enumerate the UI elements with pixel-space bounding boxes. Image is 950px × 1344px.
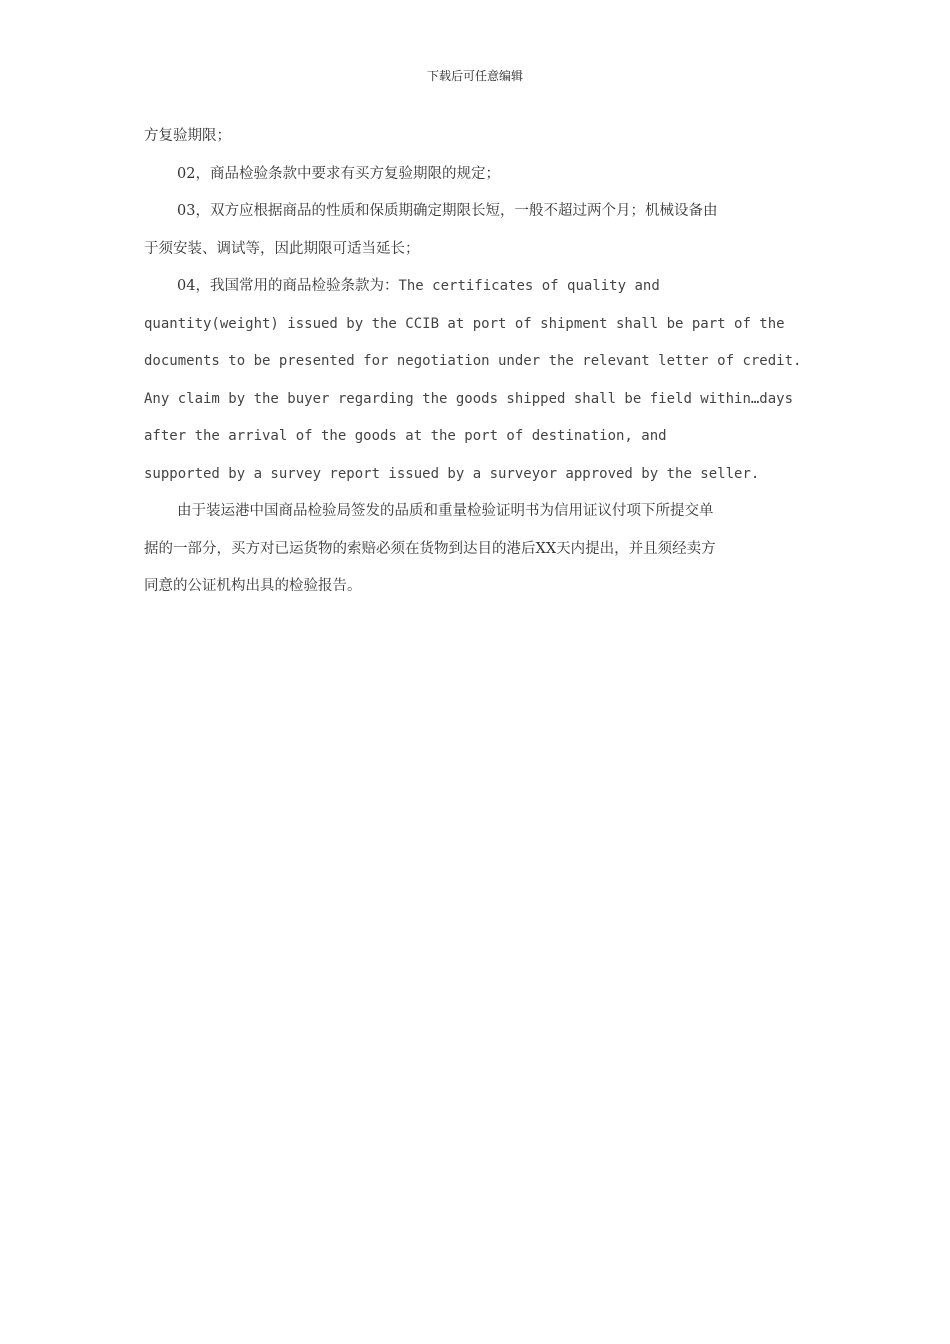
paragraph-line: supported by a survey report issued by a surveyor approved by the seller. bbox=[144, 465, 760, 482]
paragraph-line bbox=[144, 268, 806, 306]
clause-intro: 04，我国常用的商品检验条款为： bbox=[177, 278, 399, 294]
paragraph-line: 02，商品检验条款中要求有买方复验期限的规定； bbox=[177, 165, 500, 182]
paragraph-line: 03，双方应根据商品的性质和保质期确定期限长短，一般不超过两个月；机械设备由 bbox=[177, 203, 718, 219]
paragraph-line: 由于装运港中国商品检验局签发的品质和重量检验证明书为信用证议付项下所提交单 bbox=[177, 503, 714, 519]
paragraph-line: 同意的公证机构出具的检验报告。 bbox=[144, 578, 362, 594]
paragraph-line: 于须安装、调试等，因此期限可适当延长； bbox=[144, 240, 420, 257]
paragraph-line: quantity(weight) issued by the CCIB at port of shipment shall be part of the bbox=[144, 315, 785, 332]
paragraph-line: Any claim by the buyer regarding the goods shipped shall be field within…days bbox=[144, 390, 794, 407]
paragraph-line: 据的一部分，买方对已运货物的索赔必须在货物到达目的港后XX天内提出，并且须经卖方 bbox=[144, 540, 716, 557]
page-header: 下载后可任意编辑 bbox=[426, 69, 523, 83]
paragraph-line: after the arrival of the goods at the port of destination, and bbox=[144, 428, 667, 444]
document-body bbox=[144, 118, 806, 606]
clause-english-start: The certificates of quality and bbox=[398, 278, 660, 294]
paragraph-line: 方复验期限； bbox=[144, 128, 231, 144]
paragraph-line: documents to be presented for negotiation under the relevant letter of credit. bbox=[144, 353, 802, 369]
